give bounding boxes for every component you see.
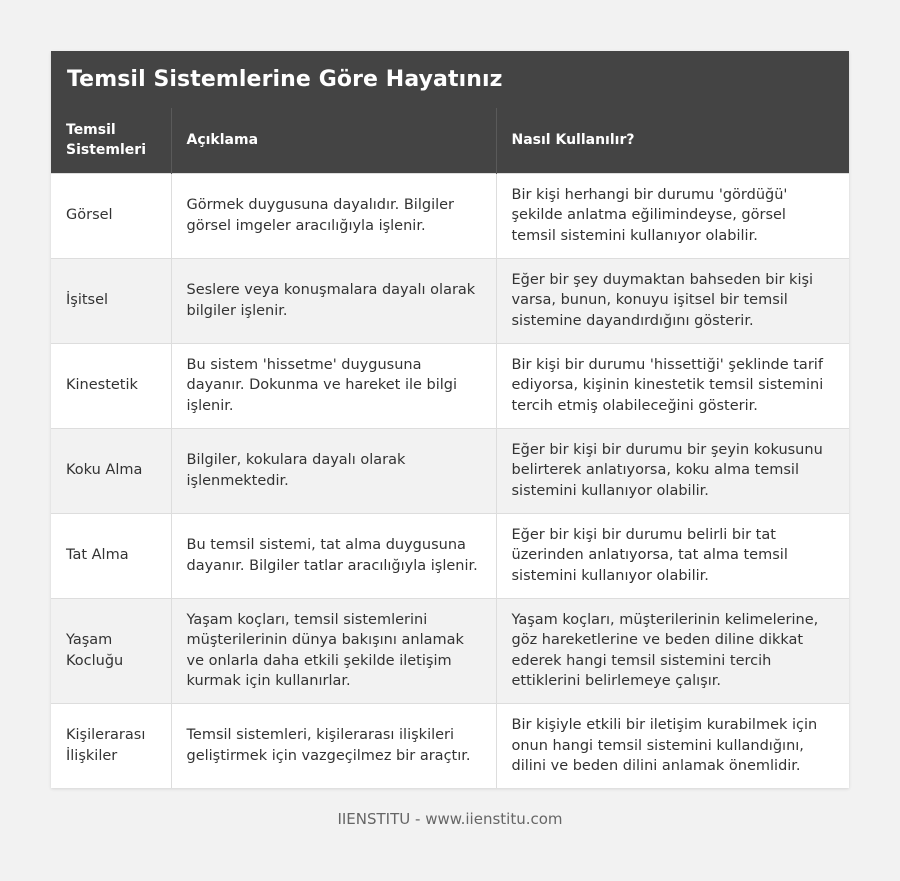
- cell-description: Seslere veya konuşmalara dayalı olarak bilgiler işlenir.: [171, 258, 496, 343]
- footer-credit: IIENSTITU - www.iienstitu.com: [337, 810, 563, 828]
- cell-description: Bu temsil sistemi, tat alma duygusuna dayanır. Bilgiler tatlar aracılığıyla işlenir.: [171, 513, 496, 598]
- header-row: [51, 108, 849, 173]
- table-row: [51, 258, 849, 343]
- cell-description: Görmek duygusuna dayalıdır. Bilgiler görsel imgeler aracılığıyla işlenir.: [171, 173, 496, 258]
- table-card: [51, 51, 849, 788]
- cell-system: Görsel: [51, 173, 171, 258]
- cell-usage: Bir kişiyle etkili bir iletişim kurabilmek için onun hangi temsil sistemini kullandığını, dilini ve beden dilini anlamak önemlidir.: [496, 703, 849, 788]
- cell-system: İşitsel: [51, 258, 171, 343]
- cell-description: Bilgiler, kokulara dayalı olarak işlenmektedir.: [171, 428, 496, 513]
- cell-usage: Yaşam koçları, müşterilerinin kelimelerine, göz hareketlerine ve beden diline dikkat ederek hangi temsil sistemini tercih ettiklerini belirlemeye çalışır.: [496, 598, 849, 703]
- cell-system: Tat Alma: [51, 513, 171, 598]
- cell-description: Yaşam koçları, temsil sistemlerini müşterilerinin dünya bakışını anlamak ve onlarla daha etkili şekilde iletişim kurmak için kullanırlar.: [171, 598, 496, 703]
- cell-usage: Eğer bir şey duymaktan bahseden bir kişi varsa, bunun, konuyu işitsel bir temsil sistemine dayandırdığını gösterir.: [496, 258, 849, 343]
- cell-description: Bu sistem 'hissetme' duygusuna dayanır. Dokunma ve hareket ile bilgi işlenir.: [171, 343, 496, 428]
- cell-system: Kinestetik: [51, 343, 171, 428]
- cell-usage: Eğer bir kişi bir durumu bir şeyin kokusunu belirterek anlatıyorsa, koku alma temsil sistemini kullanıyor olabilir.: [496, 428, 849, 513]
- title-bar: [51, 51, 849, 108]
- cell-usage: Bir kişi herhangi bir durumu 'gördüğü' şekilde anlatma eğilimindeyse, görsel temsil sistemini kullanıyor olabilir.: [496, 173, 849, 258]
- data-table: [51, 108, 849, 788]
- table-title: Temsil Sistemlerine Göre Hayatınız: [67, 67, 503, 92]
- table-row: [51, 703, 849, 788]
- cell-usage: Bir kişi bir durumu 'hissettiği' şeklinde tarif ediyorsa, kişinin kinestetik temsil sistemini tercih etmiş olabileceğini gösterir.: [496, 343, 849, 428]
- table-row: [51, 343, 849, 428]
- table-row: [51, 513, 849, 598]
- column-header-system: Temsil Sistemleri: [66, 122, 146, 159]
- cell-system: Yaşam Kocluğu: [51, 598, 171, 703]
- column-header-description: Açıklama: [171, 108, 496, 173]
- cell-description: Temsil sistemleri, kişilerarası ilişkileri geliştirmek için vazgeçilmez bir araçtır.: [171, 703, 496, 788]
- table-row: [51, 173, 849, 258]
- cell-usage: Eğer bir kişi bir durumu belirli bir tat üzerinden anlatıyorsa, tat alma temsil sistemini kullanıyor olabilir.: [496, 513, 849, 598]
- cell-system: Kişilerarası İlişkiler: [51, 703, 171, 788]
- table-row: [51, 428, 849, 513]
- column-header-usage: Nasıl Kullanılır?: [496, 108, 849, 173]
- cell-system: Koku Alma: [51, 428, 171, 513]
- table-row: [51, 598, 849, 703]
